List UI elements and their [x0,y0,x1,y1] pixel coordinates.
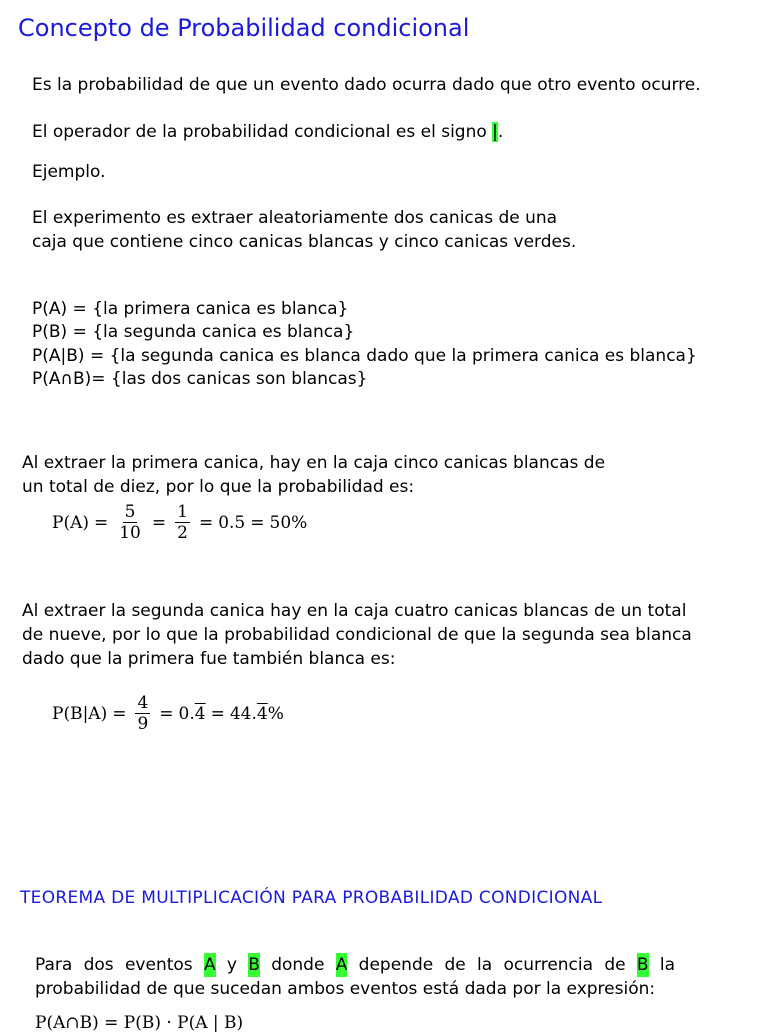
event-a-highlight: A [335,955,348,975]
theorem-word: Para [35,955,73,975]
theorem-line-2: probabilidad de que sucedan ambos eventos está dada por la expresión: [35,979,656,999]
theorem-word: de [604,955,626,975]
event-b-highlight: B [636,955,649,975]
formula-lhs: P(B|A) [52,703,108,724]
theorem-word: de [444,955,466,975]
experiment-line-1: El experimento es extraer aleatoriamente dos canicas de una [32,208,558,228]
theorem-word: y [226,955,237,975]
event-line: P(A|B) = {la segunda canica es blanca dado que la primera canica es blanca} [32,346,697,366]
decimal-repeating: 4 [194,703,206,724]
event-line: P(A) = {la primera canica es blanca} [32,299,349,319]
fraction-denominator: 10 [119,523,141,544]
theorem-formula-partial: P(A∩B) = P(B) · P(A | B) [35,1013,244,1033]
first-draw-line-2: un total de diez, por lo que la probabilidad es: [22,477,415,497]
fraction-numerator: 4 [137,693,149,713]
formula-lhs: P(A) [52,512,89,533]
theorem-word: la [477,955,493,975]
theorem-word: ocurrencia [503,955,594,975]
fraction-numerator: 1 [177,502,188,522]
event-a-highlight: A [203,955,216,975]
equals-sign: = [159,703,174,724]
theorem-heading: TEOREMA DE MULTIPLICACIÓN PARA PROBABILIDAD CONDICIONAL [20,888,603,908]
equals-sign: = [93,512,109,533]
fraction [135,693,150,735]
formula-p-b-given-a [52,693,284,735]
formula-p-a [52,502,307,544]
percent-integer: 44. [229,703,257,724]
second-draw-line-1: Al extraer la segunda canica hay en la caja cuatro canicas blancas de un total [22,601,687,621]
percent-sign: % [267,703,284,724]
operator-suffix: . [497,122,504,142]
decimal-integer: 0. [178,703,195,724]
fraction [117,502,143,544]
definition-text: Es la probabilidad de que un evento dado ocurra dado que otro evento ocurre. [32,75,701,95]
page-title: Concepto de Probabilidad condicional [18,14,470,42]
event-line: P(A∩B)= {las dos canicas son blancas} [32,369,368,389]
event-b-highlight: B [248,955,260,975]
equals-sign: = [250,512,265,533]
equals-sign: = [210,703,225,724]
operator-text [32,120,503,144]
second-draw-line-3: dado que la primera fue también blanca es: [22,649,396,669]
fraction-denominator: 9 [137,714,149,735]
equals-sign: = [151,512,167,533]
formula-percent: 50% [269,512,308,533]
percent-repeating: 4 [256,703,268,724]
formula-decimal [179,704,206,724]
experiment-line-2: caja que contiene cinco canicas blancas y cinco canicas verdes. [32,232,577,252]
theorem-line-1 [35,953,675,977]
fraction [175,502,190,544]
event-line: P(B) = {la segunda canica es blanca} [32,322,355,342]
theorem-word: donde [271,955,325,975]
second-draw-line-2: de nueve, por lo que la probabilidad condicional de que la segunda sea blanca [22,625,692,645]
operator-prefix: El operador de la probabilidad condicional es el signo [32,122,493,142]
equals-sign: = [112,703,127,724]
theorem-word: la [659,955,675,975]
theorem-word: dos [83,955,114,975]
theorem-word: depende [358,955,434,975]
fraction-denominator: 2 [177,523,188,544]
example-label: Ejemplo. [32,162,106,182]
formula-decimal: 0.5 [218,512,246,533]
theorem-word: eventos [124,955,193,975]
operator-symbol: | [492,122,498,142]
equals-sign: = [198,512,214,533]
first-draw-line-1: Al extraer la primera canica, hay en la caja cinco canicas blancas de [22,453,606,473]
formula-percent [230,704,284,724]
fraction-numerator: 5 [124,502,136,522]
